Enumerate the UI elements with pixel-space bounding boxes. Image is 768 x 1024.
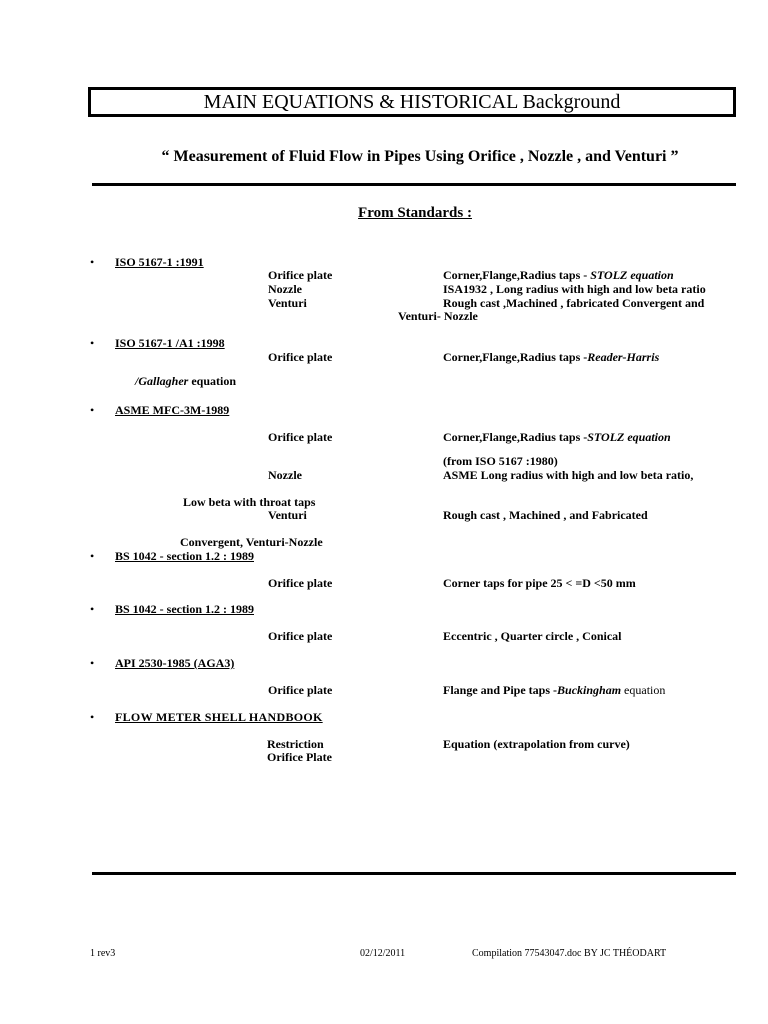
top-divider	[92, 183, 736, 186]
equation-description: Corner,Flange,Radius taps -STOLZ equation	[443, 430, 671, 444]
equation-note: (from ISO 5167 :1980)	[443, 454, 558, 468]
bottom-divider	[92, 872, 736, 875]
bullet-icon: •	[90, 255, 95, 269]
equipment-label: Orifice plate	[268, 576, 333, 590]
standard-title: API 2530-1985 (AGA3)	[115, 656, 235, 670]
equipment-label: Venturi	[268, 508, 307, 522]
equipment-label: Orifice plate	[268, 683, 333, 697]
from-standards-heading: From Standards :	[358, 205, 472, 221]
continuation-text: /Gallagher equation	[135, 374, 237, 388]
equipment-label: Restriction	[267, 737, 324, 751]
equipment-label: Orifice plate	[268, 350, 333, 364]
continuation-text: Low beta with throat taps	[183, 495, 316, 509]
bullet-icon: •	[90, 403, 95, 417]
footer-compilation: Compilation 77543047.doc BY JC THÉODART	[472, 948, 667, 959]
standard-title: FLOW METER SHELL HANDBOOK	[115, 710, 323, 724]
equation-description: Equation (extrapolation from curve)	[443, 737, 630, 751]
equipment-label: Nozzle	[268, 282, 302, 296]
equation-description: Corner,Flange,Radius taps -Reader-Harris	[443, 350, 660, 364]
equipment-label: Orifice plate	[268, 268, 333, 282]
standard-title: ISO 5167-1 /A1 :1998	[115, 336, 225, 350]
bullet-icon: •	[90, 602, 95, 616]
standard-title: BS 1042 - section 1.2 : 1989	[115, 602, 254, 616]
bullet-icon: •	[90, 656, 95, 670]
document-subtitle: “ Measurement of Fluid Flow in Pipes Using Orifice , Nozzle , and Venturi ”	[161, 148, 679, 165]
equipment-label: Orifice plate	[268, 629, 333, 643]
footer-revision: 1 rev3	[90, 948, 116, 959]
page-title	[88, 87, 736, 117]
equation-description: Corner,Flange,Radius taps - STOLZ equation	[443, 268, 674, 282]
equipment-label: Venturi	[268, 296, 307, 310]
continuation-text: Convergent, Venturi-Nozzle	[180, 535, 323, 549]
equipment-label: Orifice plate	[268, 430, 333, 444]
footer-date: 02/12/2011	[360, 948, 406, 959]
bullet-icon: •	[90, 549, 95, 563]
equation-description: Flange and Pipe taps -Buckingham equation	[443, 683, 666, 697]
equation-description: ISA1932 , Long radius with high and low beta ratio	[443, 282, 706, 296]
standard-title: BS 1042 - section 1.2 : 1989	[115, 549, 254, 563]
page-title-text: MAIN EQUATIONS & HISTORICAL Background	[203, 90, 621, 113]
equation-description: ASME Long radius with high and low beta ratio,	[443, 468, 694, 482]
equipment-label: Nozzle	[268, 468, 302, 482]
standard-title: ASME MFC-3M-1989	[115, 403, 230, 417]
equipment-label: Orifice Plate	[267, 750, 332, 764]
standard-title: ISO 5167-1 :1991	[115, 255, 204, 269]
equation-description: Rough cast ,Machined , fabricated Convergent and	[443, 296, 705, 310]
bullet-icon: •	[90, 336, 95, 350]
bullet-icon: •	[90, 710, 95, 724]
equation-description: Eccentric , Quarter circle , Conical	[443, 629, 622, 643]
equation-description: Corner taps for pipe 25 < =D <50 mm	[443, 576, 636, 590]
equation-description: Rough cast , Machined , and Fabricated	[443, 508, 648, 522]
continuation-text: Venturi- Nozzle	[398, 309, 478, 323]
